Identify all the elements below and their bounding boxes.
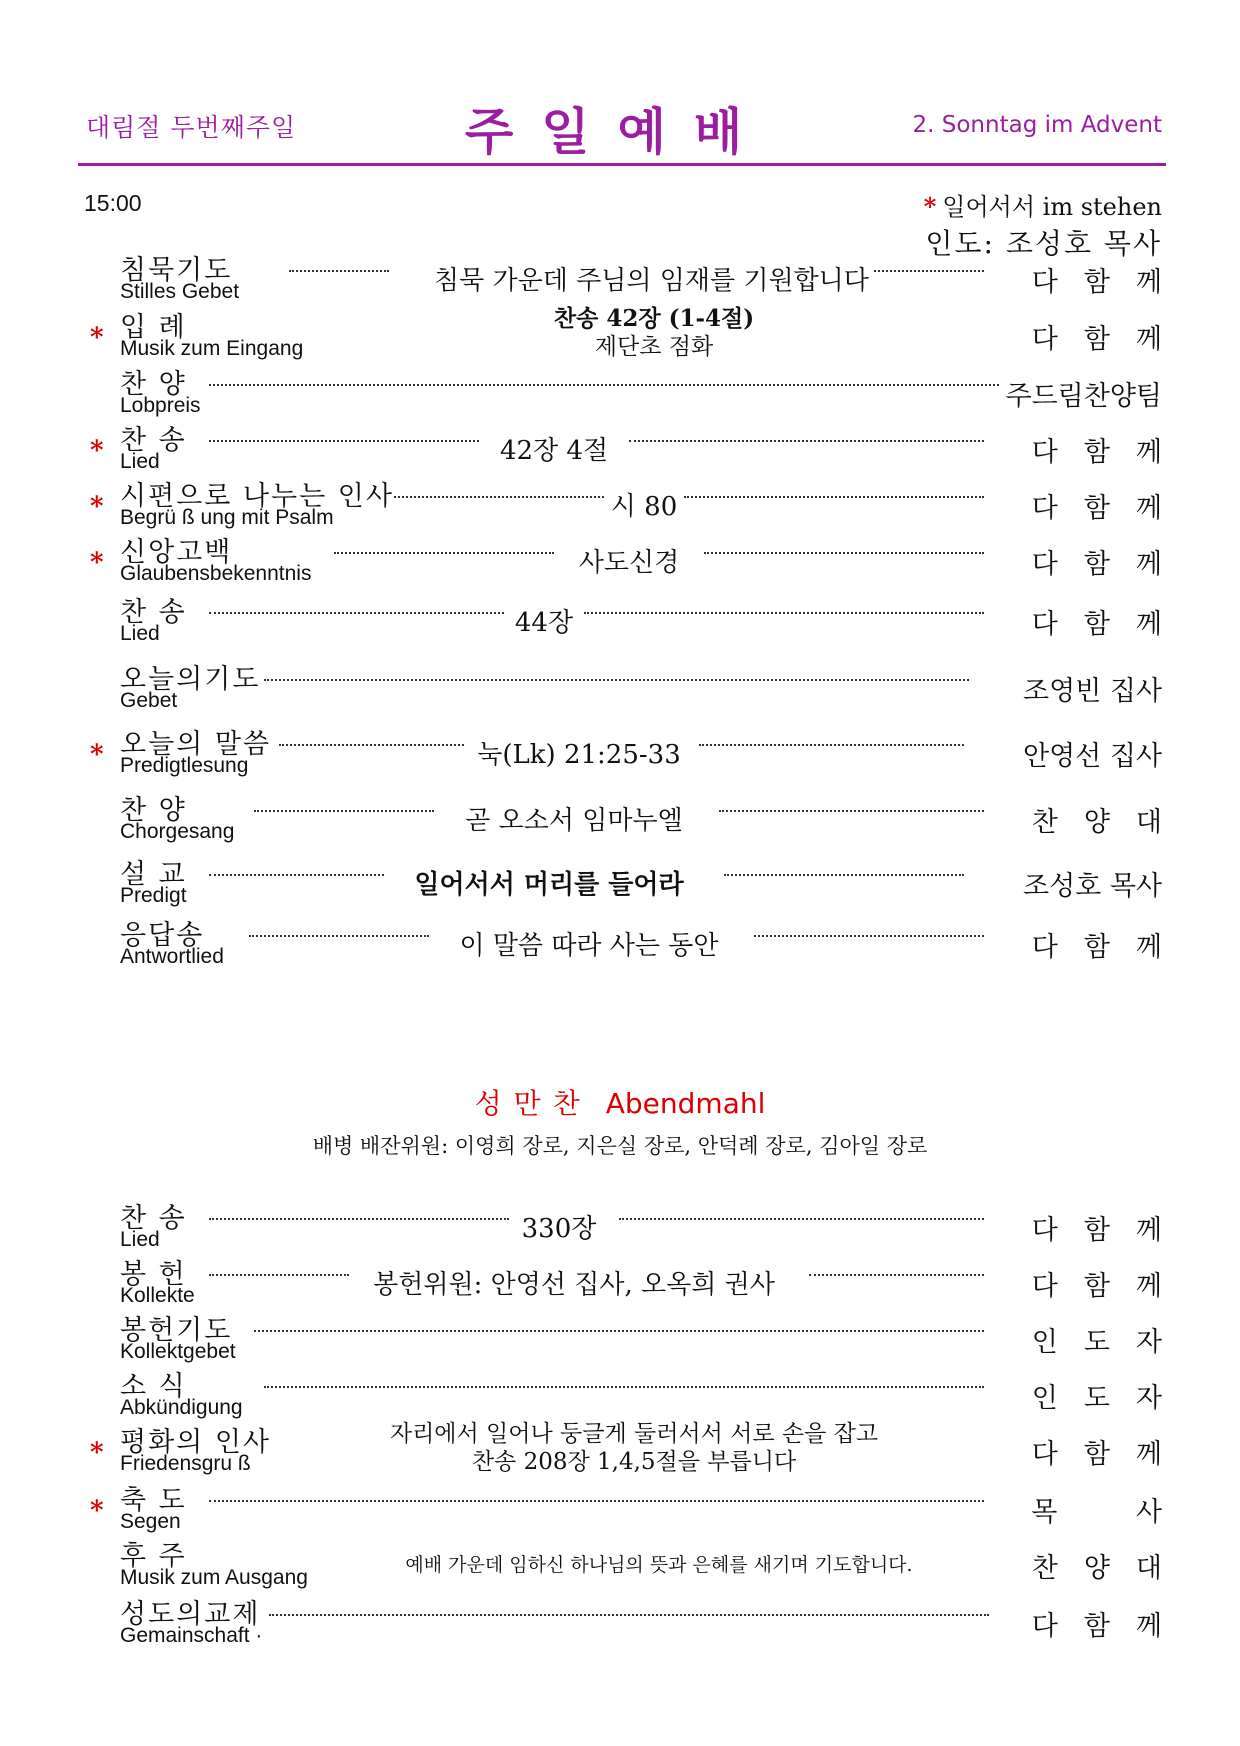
item-detail: 침묵 가운데 주님의 임재를 기원합니다 [434, 266, 869, 296]
order-item [84, 1420, 1188, 1476]
item-title-de: Musik zum Eingang [120, 337, 304, 360]
item-detail: 시 80 [610, 492, 678, 522]
item-detail-line: 자리에서 일어나 둥글게 둘러서서 서로 손을 잡고 [389, 1421, 879, 1447]
item-title-ko: 찬 송 [120, 425, 187, 456]
item-detail-line: 제단초 점화 [594, 334, 714, 360]
order-item [84, 1534, 1188, 1590]
asterisk-icon: * [90, 548, 104, 578]
item-leader: 조영빈 집사 [1023, 676, 1162, 707]
item-title-ko: 찬 송 [120, 597, 187, 628]
dot-leader [394, 494, 604, 498]
item-leader: 다함께 [1031, 1215, 1188, 1246]
section-title [0, 1082, 1240, 1122]
item-title-ko: 봉헌기도 [120, 1315, 233, 1346]
order-item [84, 1592, 1188, 1648]
dot-leader [719, 808, 984, 812]
dot-leader [209, 1216, 509, 1220]
leader-line: 인도: 조성호 목사 [925, 227, 1162, 260]
item-title-de: Antwortlied [120, 945, 224, 968]
item-title-ko: 오늘의기도 [120, 664, 261, 695]
item-title-ko: 찬 양 [120, 369, 187, 400]
order-item [84, 474, 1188, 530]
item-leader: 인도자 [1031, 1383, 1188, 1414]
item-detail: 42장 4절 [499, 436, 609, 466]
item-detail: 330장 [521, 1214, 597, 1244]
item-detail-line: 찬송 42장 (1-4절) [553, 305, 755, 332]
service-time: 15:00 [84, 190, 142, 216]
item-title-de: Gebet [120, 689, 178, 712]
dot-leader [209, 1498, 984, 1502]
item-detail: 사도신경 [578, 548, 680, 578]
item-detail: 곧 오소서 임마누엘 [465, 806, 683, 836]
stand-note [924, 187, 1162, 222]
item-title-de: Gemainschaft · [120, 1624, 263, 1647]
item-title-ko: 시편으로 나누는 인사 [120, 481, 394, 512]
dot-leader [754, 933, 984, 937]
item-title-de: Chorgesang [120, 820, 235, 843]
item-title-ko: 침묵기도 [120, 255, 233, 286]
item-leader: 다함께 [1031, 437, 1188, 468]
item-title-ko: 응답송 [120, 920, 205, 951]
dot-leader [874, 268, 984, 272]
item-detail: 44장 [514, 608, 574, 638]
item-title-ko: 입 례 [120, 312, 187, 343]
stand-note-text: 일어서서 im stehen [942, 193, 1162, 221]
item-detail: 이 말씀 따라 사는 동안 [459, 931, 719, 961]
item-title-de: Lobpreis [120, 394, 201, 417]
item-title-ko: 찬 송 [120, 1203, 187, 1234]
item-title-de: Glaubensbekenntnis [120, 562, 312, 585]
order-item [84, 852, 1162, 908]
item-title-de: Predigtlesung [120, 754, 249, 777]
item-title-de: Begrü ß ung mit Psalm [120, 506, 334, 529]
item-title-de: Friedensgru ß [120, 1452, 251, 1475]
item-title-de: Kollekte [120, 1284, 195, 1307]
item-title-ko: 후 주 [120, 1541, 187, 1572]
order-item [84, 1364, 1188, 1420]
dot-leader [254, 1328, 984, 1332]
header-right-label: 2. Sonntag im Advent [912, 112, 1162, 138]
item-title-ko: 축 도 [120, 1485, 187, 1516]
item-leader: 다함께 [1031, 549, 1188, 580]
item-title-ko: 평화의 인사 [120, 1427, 271, 1458]
asterisk-icon: * [90, 1438, 104, 1468]
item-leader: 조성호 목사 [1023, 871, 1162, 902]
item-title-de: Predigt [120, 884, 187, 907]
item-title-de: Lied [120, 1228, 160, 1251]
asterisk-icon: * [90, 436, 104, 466]
dot-leader [809, 1272, 984, 1276]
item-title-ko: 봉 헌 [120, 1259, 187, 1290]
dot-leader [699, 742, 964, 746]
dot-leader [724, 872, 964, 876]
header-left-label: 대림절 두번째주일 [86, 113, 297, 142]
order-item [84, 913, 1188, 969]
item-detail [384, 1420, 884, 1476]
item-detail: 눅(Lk) 21:25-33 [477, 740, 681, 770]
dot-leader [209, 438, 479, 442]
dot-leader [629, 438, 984, 442]
order-item [84, 248, 1188, 304]
dot-leader [209, 382, 999, 386]
item-leader: 다함께 [1031, 1439, 1188, 1470]
order-item [84, 657, 1162, 713]
asterisk-icon: * [90, 1496, 104, 1526]
order-item [84, 362, 1162, 418]
dot-leader [279, 742, 464, 746]
asterisk-icon: * [90, 740, 104, 770]
header-divider [78, 163, 1166, 166]
item-detail [504, 305, 804, 361]
order-item [84, 590, 1188, 646]
item-title-de: Lied [120, 450, 160, 473]
item-title-ko: 성도의교제 [120, 1599, 261, 1630]
dot-leader [704, 550, 984, 554]
dot-leader [249, 933, 429, 937]
order-item [84, 722, 1162, 778]
item-leader: 주드림찬양팀 [1005, 381, 1162, 412]
item-leader: 안영선 집사 [1023, 741, 1162, 772]
order-item [84, 305, 1188, 361]
item-title-ko: 소 식 [120, 1371, 187, 1402]
item-detail: 봉헌위원: 안영선 집사, 오옥희 권사 [373, 1270, 775, 1300]
item-leader: 다함께 [1031, 1611, 1188, 1642]
item-detail: 예배 가운데 임하신 하나님의 뜻과 은혜를 새기며 기도합니다. [405, 1554, 913, 1576]
item-title-de: Lied [120, 622, 160, 645]
asterisk-icon: * [923, 192, 937, 221]
dot-leader [684, 494, 984, 498]
dot-leader [209, 872, 384, 876]
item-leader: 다함께 [1031, 1271, 1188, 1302]
item-leader: 다함께 [1031, 324, 1188, 355]
item-title-de: Musik zum Ausgang [120, 1566, 308, 1589]
item-leader: 목 사 [1031, 1497, 1162, 1528]
dot-leader [289, 268, 389, 272]
asterisk-icon: * [90, 492, 104, 522]
section-title-ko: 성만찬 [474, 1087, 592, 1120]
dot-leader [209, 610, 504, 614]
item-leader: 다함께 [1031, 932, 1188, 963]
item-title-ko: 설 교 [120, 859, 187, 890]
item-title-de: Segen [120, 1510, 181, 1533]
item-leader: 인도자 [1031, 1327, 1188, 1358]
order-item [84, 788, 1188, 844]
dot-leader [269, 1612, 989, 1616]
servers-line: 배병 배잔위원: 이영희 장로, 지은실 장로, 안덕례 장로, 김아일 장로 [312, 1134, 928, 1158]
order-item [84, 1196, 1188, 1252]
page-title: 주일예배 [465, 103, 771, 161]
order-item [84, 418, 1188, 474]
item-leader: 찬양대 [1031, 807, 1188, 838]
order-item [84, 530, 1188, 586]
dot-leader [264, 1384, 984, 1388]
item-leader: 다함께 [1031, 493, 1188, 524]
item-leader: 다함께 [1031, 267, 1188, 298]
asterisk-icon: * [90, 323, 104, 353]
item-title-de: Stilles Gebet [120, 280, 240, 303]
dot-leader [619, 1216, 984, 1220]
item-title-de: Abkündigung [120, 1396, 243, 1419]
dot-leader [584, 610, 984, 614]
item-detail-line: 찬송 208장 1,4,5절을 부릅니다 [471, 1449, 797, 1475]
item-title-de: Kollektgebet [120, 1340, 236, 1363]
dot-leader [264, 677, 969, 681]
order-item [84, 1478, 1162, 1534]
item-leader: 다함께 [1031, 609, 1188, 640]
dot-leader [334, 550, 554, 554]
item-title-ko: 신앙고백 [120, 537, 233, 568]
item-title-ko: 오늘의 말씀 [120, 729, 271, 760]
order-item [84, 1252, 1188, 1308]
item-title-ko: 찬 양 [120, 795, 187, 826]
item-leader: 찬양대 [1031, 1553, 1188, 1584]
dot-leader [254, 808, 434, 812]
item-detail: 일어서서 머리를 들어라 [414, 870, 684, 900]
dot-leader [209, 1272, 349, 1276]
order-item [84, 1308, 1188, 1364]
section-title-de: Abendmahl [605, 1087, 766, 1120]
